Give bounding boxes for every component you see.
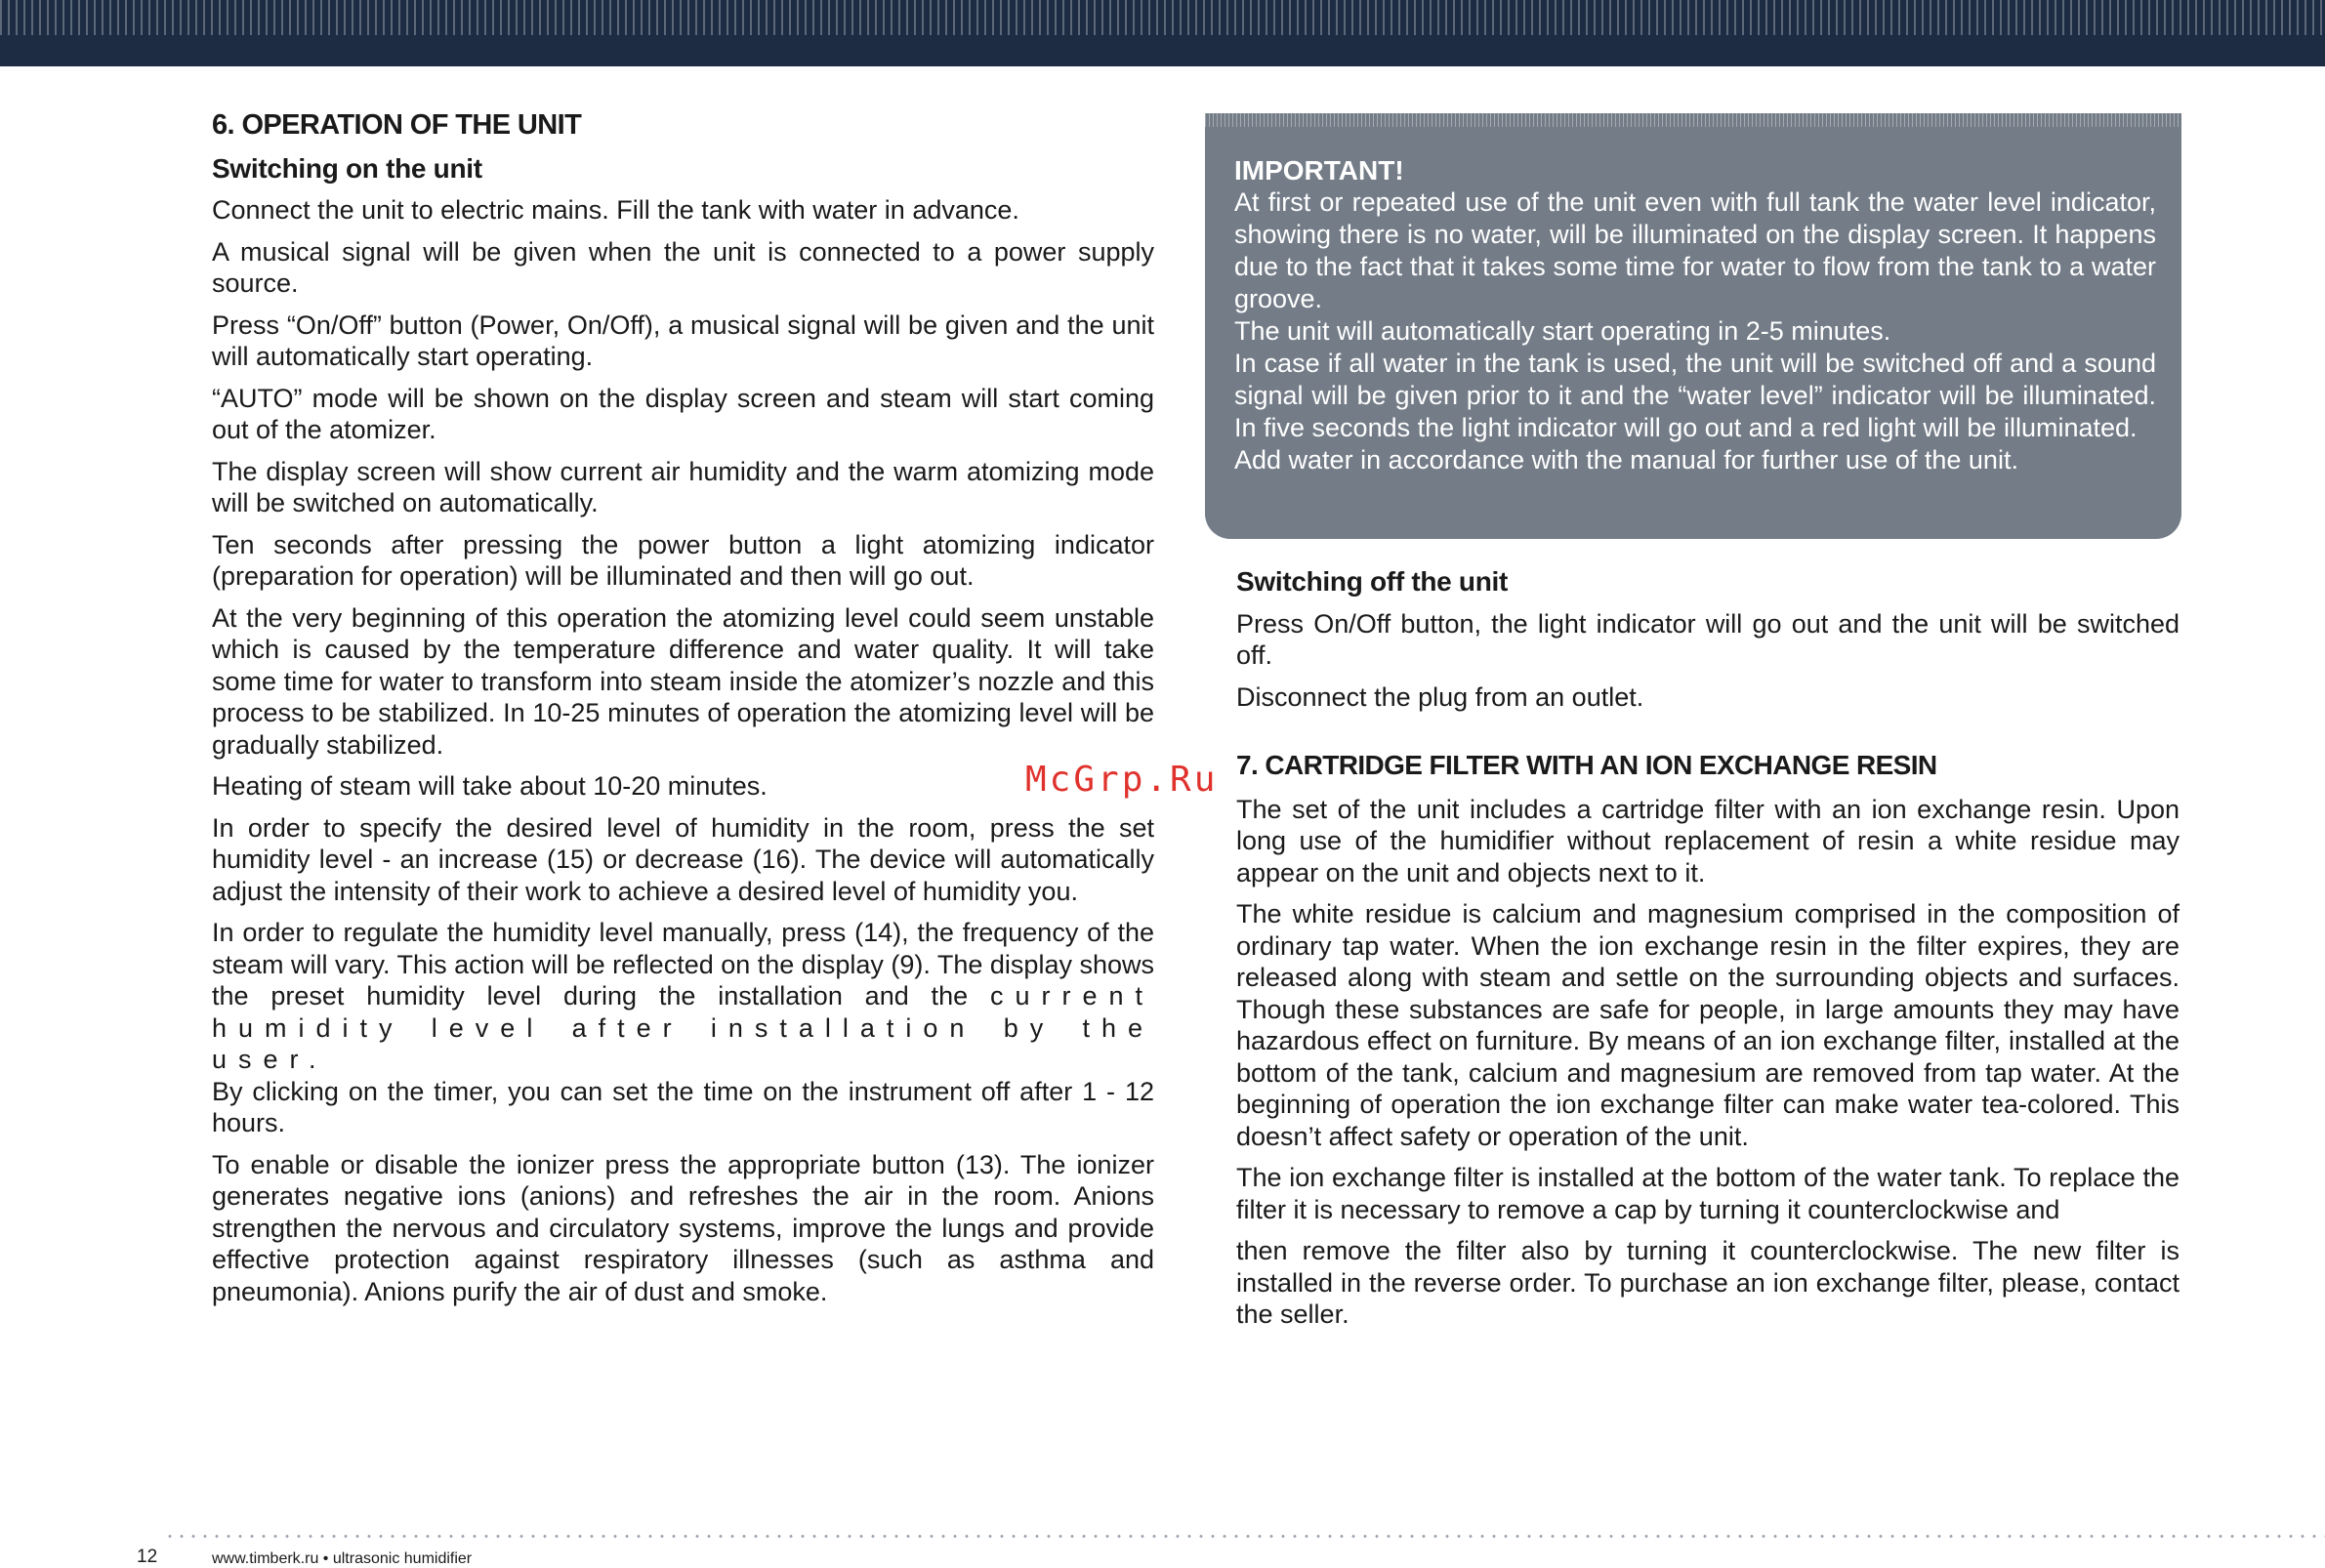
paragraph: “AUTO” mode will be shown on the display screen and steam will start coming out of the atomizer.	[212, 383, 1154, 444]
manual-humidity-paragraph	[212, 917, 1154, 1139]
important-notice-box	[1205, 113, 2181, 539]
manual-text-part-3: By clicking on the timer, you can set the time on the instrument off after 1 - 12 hours.	[212, 1076, 1154, 1137]
header-stripe-pattern	[0, 0, 2325, 35]
paragraph: A musical signal will be given when the unit is connected to a power supply source.	[212, 236, 1154, 298]
page-number: 12	[137, 1547, 158, 1567]
paragraph: The white residue is calcium and magnesium comprised in the composition of ordinary tap water. When the ion exchange resin in the filter expires, they are released along with steam and settle on the surrounding objects and surfaces. Though these substances are safe for people, in large amounts they may have hazardous effect on furniture. By means of an ion exchange filter, installed at the bottom of the tank, calcium and magnesium are removed from tap water. At the beginning of operation the ion exchange filter can make water tea-colored. This doesn’t affect safety or operation of the unit.	[1236, 899, 2180, 1151]
paragraph: At the very beginning of this operation the atomizing level could seem unstable which is caused by the temperature difference and water quality. It will take some time for water to transform into steam inside the atomizer’s nozzle and this process to be stabilized. In 10-25 minutes of operation the atomizing level will be gradually stabilized.	[212, 602, 1154, 760]
important-line: Add water in accordance with the manual for further use of the unit.	[1234, 445, 2018, 475]
watermark-text: McGrp.Ru	[1025, 760, 1219, 800]
left-column	[212, 109, 1154, 1317]
paragraph: In order to specify the desired level of humidity in the room, press the set humidity level - an increase (15) or decrease (16). The device will automatically adjust the intensity of their work to achieve a desired level of humidity you.	[212, 812, 1154, 906]
paragraph: Press “On/Off” button (Power, On/Off), a musical signal will be given and the unit will automatically start operating.	[212, 309, 1154, 371]
important-line: In case if all water in the tank is used, the unit will be switched off and a sound signal will be given prior to it and the “water level” indicator will be illuminated. In five seconds the light indicator will go out and a red light will be illuminated.	[1234, 349, 2156, 442]
paragraph: Disconnect the plug from an outlet.	[1236, 681, 1644, 712]
manual-text-part-2: current humidity level after installation by the user.	[212, 981, 1154, 1074]
important-title: IMPORTANT!	[1234, 155, 1404, 186]
footer-dotted-divider	[164, 1535, 2325, 1538]
section-7-title: 7. CARTRIDGE FILTER WITH AN ION EXCHANGE RESIN	[1236, 750, 1937, 780]
right-column	[1236, 566, 2180, 1341]
important-line: The unit will automatically start operating in 2-5 minutes.	[1234, 316, 1891, 346]
notice-stripe-pattern	[1205, 113, 2181, 127]
paragraph: The display screen will show current air humidity and the warm atomizing mode will be switched on automatically.	[212, 456, 1154, 517]
paragraph: Connect the unit to electric mains. Fill the tank with water in advance.	[212, 195, 1019, 225]
footer-site-text: www.timberk.ru • ultrasonic humidifier	[212, 1550, 473, 1567]
section-6-title: 6. OPERATION OF THE UNIT	[212, 109, 582, 141]
paragraph: Heating of steam will take about 10-20 minutes.	[212, 771, 768, 801]
manual-text-part-1: In order to regulate the humidity level manually, press (14), the frequency of the steam will vary. This action will be reflected on the display (9). The display shows the preset humidity level during the installation and the	[212, 918, 1154, 1011]
ionizer-paragraph: To enable or disable the ionizer press the appropriate button (13). The ionizer generates negative ions (anions) and refreshes the air in the room. Anions strengthen the nervous and circulatory systems, improve the lungs and provide effective protection against respiratory illnesses (such as asthma and pneumonia). Anions purify the air of dust and smoke.	[212, 1149, 1154, 1306]
switching-off-subtitle: Switching off the unit	[1236, 566, 1509, 597]
paragraph: The set of the unit includes a cartridge filter with an ion exchange resin. Upon long use of the humidifier without replacement of resin a white residue may appear on the unit and objects next to it.	[1236, 794, 2180, 887]
important-line: At first or repeated use of the unit even with full tank the water level indicator, showing there is no water, will be illuminated on the display screen. It happens due to the fact that it takes some time for water to flow from the tank to a water groove.	[1234, 187, 2156, 313]
switching-on-subtitle: Switching on the unit	[212, 152, 482, 184]
paragraph: Press On/Off button, the light indicator will go out and the unit will be switched off.	[1236, 608, 2180, 670]
top-header-bar	[0, 0, 2325, 66]
paragraph: Ten seconds after pressing the power button a light atomizing indicator (preparation for operation) will be illuminated and then will go out.	[212, 529, 1154, 591]
paragraph: The ion exchange filter is installed at the bottom of the water tank. To replace the filter it is necessary to remove a cap by turning it counterclockwise and	[1236, 1163, 2180, 1224]
paragraph: then remove the filter also by turning it counterclockwise. The new filter is installed in the reverse order. To purchase an ion exchange filter, please, contact the seller.	[1236, 1236, 2180, 1329]
